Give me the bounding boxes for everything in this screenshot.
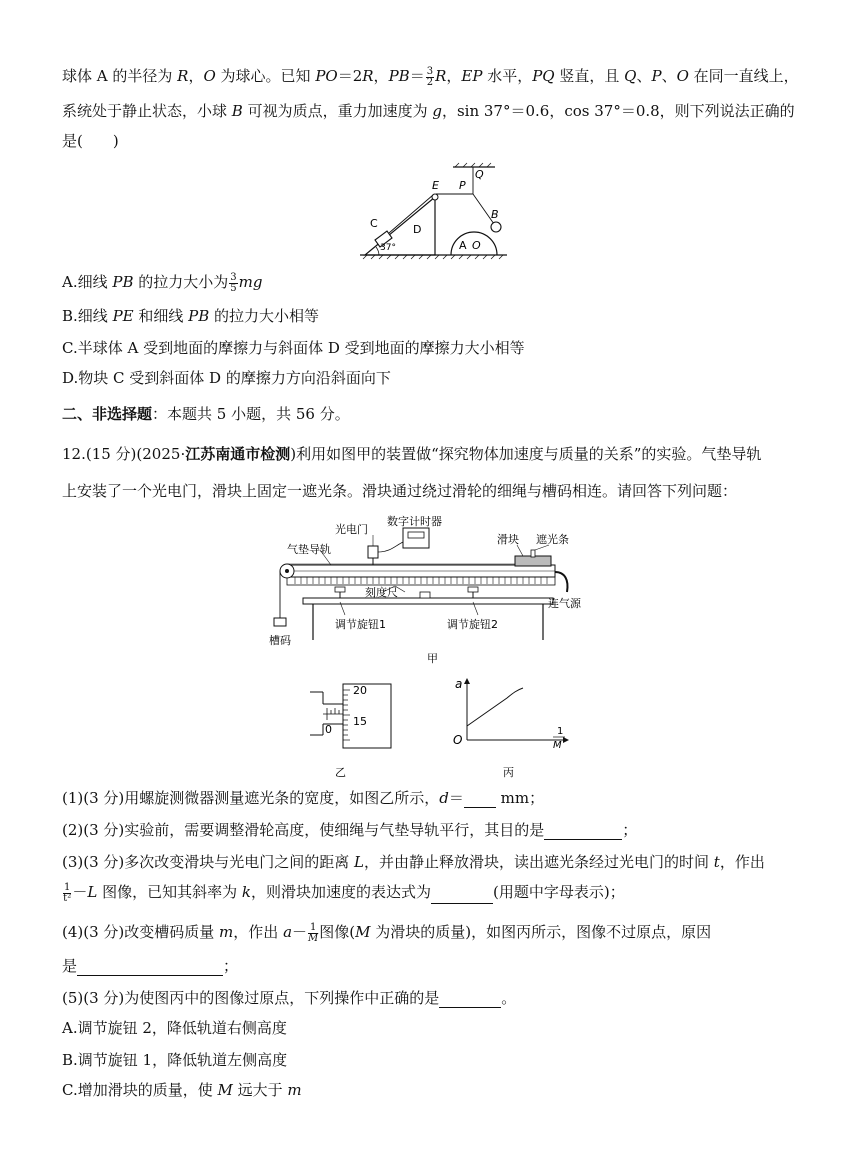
q11-option-d: D.物块 C 受到斜面体 D 的摩擦力方向沿斜面向下: [62, 369, 391, 387]
label-air-source: 连气源: [548, 597, 581, 610]
label-photogate: 光电门: [335, 523, 368, 536]
bing-curve: [467, 688, 523, 726]
fraction-1-t2: $\frac{1}{\text{t²}}$: [63, 881, 72, 904]
answer-blank-1[interactable]: [464, 791, 496, 808]
q12-part-2: (2)(3 分)实验前，需要调整滑轮高度，使细绳与气垫导轨平行，其目的是 ；: [62, 821, 638, 839]
answer-blank-3[interactable]: [431, 887, 493, 904]
fraction-3-5: $\frac{3}{5}$: [230, 271, 237, 294]
figure-yi-micrometer: [305, 680, 405, 780]
q12-part-3-line-2: $\frac{1}{\text{t²}}$ －L 图像，已知其斜率为 k，则滑块加速度的表达式为 (用题中字母表示)；: [63, 881, 625, 904]
label-angle: 37°: [380, 243, 396, 253]
q12-part-1: (1)(3 分)用螺旋测微器测量遮光条的宽度，如图乙所示，d＝ mm；: [62, 789, 545, 807]
yi-tick-15: 15: [353, 715, 367, 728]
label-p: P: [459, 179, 466, 192]
yi-tick-20: 20: [353, 684, 367, 697]
q11-option-a: A.细线 PB 的拉力大小为 $\frac{3}{5}$ mg: [62, 271, 263, 294]
bing-y-label: a: [455, 677, 463, 691]
q12-option-a: A.调节旋钮 2，降低轨道右侧高度: [62, 1019, 287, 1037]
label-e: E: [432, 179, 439, 192]
q12-part-5: (5)(3 分)为使图丙中的图像过原点，下列操作中正确的是 。: [62, 989, 517, 1007]
label-b: B: [491, 208, 499, 221]
q11-option-b: B.细线 PE 和细线 PB 的拉力大小相等: [62, 307, 320, 325]
label-knob-2: 调节旋钮2: [447, 618, 498, 631]
label-slider: 滑块: [497, 533, 519, 546]
answer-blank-5[interactable]: [439, 991, 501, 1008]
q11-line-1: 球体 A 的半径为 R，O 为球心。已知 PO＝2R，PB＝ $\frac{3}{2}$ R，EP 水平，PQ 竖直，且 Q、P、O 在同一直线上，: [62, 65, 799, 88]
label-o: O: [472, 239, 481, 252]
fraction-3-2: $\frac{3}{2}$: [426, 65, 434, 88]
caption-bing: 丙: [503, 766, 514, 779]
caption-yi: 乙: [335, 766, 346, 779]
section-2-header: 二、非选择题：本题共 5 小题，共 56 分。: [62, 405, 350, 423]
q12-intro-1: 12.(15 分)(2025·江苏南通市检测)利用如图甲的装置做“探究物体加速度与质量的关系”的实验。气垫导轨: [62, 445, 762, 463]
figure-bing-graph: [445, 672, 585, 780]
q11-line-2: 系统处于静止状态，小球 B 可视为质点，重力加速度为 g，sin 37°＝0.6，cos 37°＝0.8，则下列说法正确的: [62, 102, 795, 120]
q11-line-3: 是( ): [62, 132, 119, 150]
bing-x-den: M: [553, 740, 562, 751]
label-timer: 数字计时器: [387, 515, 442, 528]
q12-part-3-line-1: (3)(3 分)多次改变滑块与光电门之间的距离 L，并由静止释放滑块，读出遮光条经过光电门的时间 t，作出: [62, 853, 765, 871]
yi-tick-0: 0: [325, 723, 332, 736]
section-2-title: 二、非选择题: [62, 405, 153, 423]
q11-option-c: C.半球体 A 受到地面的摩擦力与斜面体 D 受到地面的摩擦力大小相等: [62, 339, 525, 357]
label-q: Q: [475, 168, 484, 181]
answer-blank-2[interactable]: [544, 823, 622, 840]
answer-blank-4[interactable]: [77, 959, 223, 976]
fraction-1-M: $\frac{1}{M}$: [308, 921, 319, 944]
label-weight: 槽码: [269, 634, 291, 647]
caption-jia: 甲: [427, 652, 438, 665]
label-knob-1: 调节旋钮1: [335, 618, 386, 631]
q12-intro-2: 上安装了一个光电门，滑块上固定一遮光条。滑块通过绕过滑轮的细绳与槽码相连。请回答下列问题：: [62, 482, 738, 500]
label-a: A: [459, 239, 467, 252]
label-ruler: 刻度尺: [365, 586, 398, 599]
bing-origin: O: [453, 733, 463, 747]
figure-jia-apparatus: [265, 510, 605, 665]
q11-figure: [355, 160, 515, 260]
q12-option-b: B.调节旋钮 1，降低轨道左侧高度: [62, 1051, 288, 1069]
q12-part-4-line-1: (4)(3 分)改变槽码质量 m，作出 a－ $\frac{1}{M}$ 图像(M 为滑块的质量)，如图丙所示，图像不过原点，原因: [62, 921, 712, 944]
label-rail: 气垫导轨: [287, 543, 331, 556]
label-d: D: [413, 223, 422, 236]
ruler-ticks: [295, 577, 547, 584]
label-c: C: [370, 217, 378, 230]
bing-x-num: 1: [557, 726, 564, 737]
label-strip: 遮光条: [536, 533, 569, 546]
q12-part-4-line-2: 是 ；: [62, 957, 239, 975]
q12-option-c: C.增加滑块的质量，使 M 远大于 m: [62, 1081, 302, 1099]
